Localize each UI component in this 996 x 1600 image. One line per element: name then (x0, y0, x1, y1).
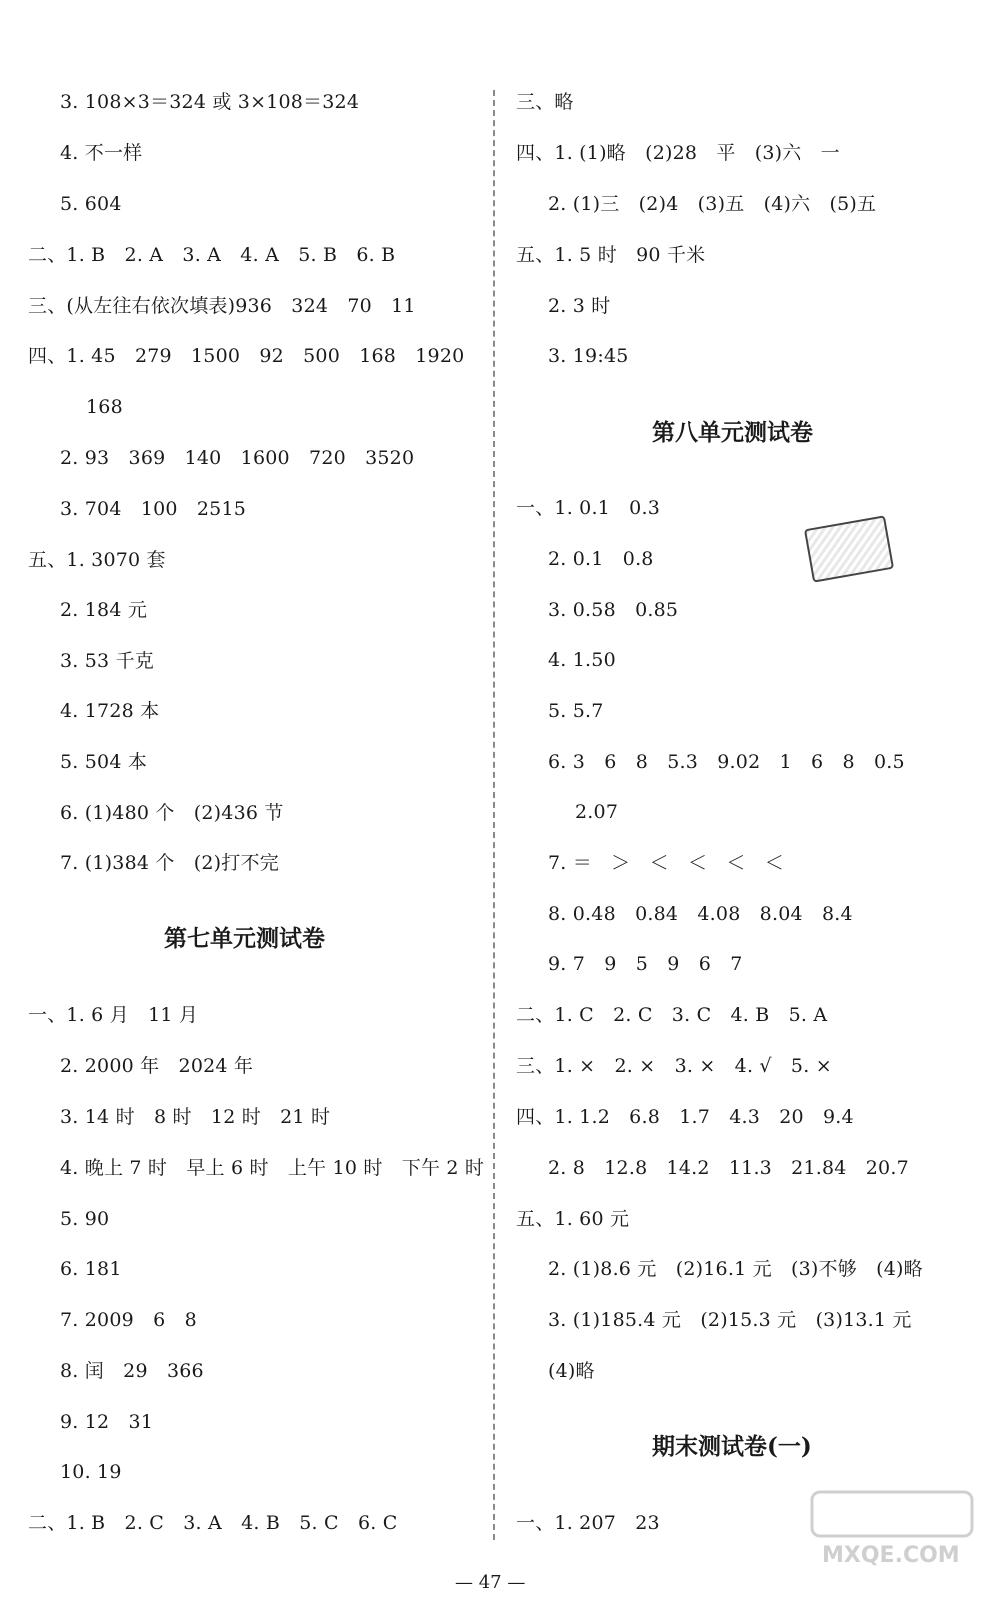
answer-line: 3. 53 千克 (60, 650, 154, 672)
answer-line: 4. 1.50 (548, 649, 616, 671)
answer-line: 一、1. 207 23 (516, 1512, 660, 1534)
answer-line: 2. (1)8.6 元 (2)16.1 元 (3)不够 (4)略 (548, 1258, 923, 1280)
answer-line: 6. 181 (60, 1258, 122, 1280)
answer-line: 2.07 (575, 801, 619, 823)
answer-line: 3. 108×3＝324 或 3×108＝324 (60, 91, 360, 113)
answer-line: 7. 2009 6 8 (60, 1309, 197, 1331)
answer-line: 5. 504 本 (60, 751, 148, 773)
answer-line: 五、1. 3070 套 (28, 549, 166, 571)
answer-line: 5. 5.7 (548, 700, 604, 722)
answer-line: 四、1. (1)略 (2)28 平 (3)六 一 (516, 142, 840, 164)
answer-line: (4)略 (548, 1360, 595, 1382)
answer-line: 四、1. 1.2 6.8 1.7 4.3 20 9.4 (516, 1106, 854, 1128)
section-heading: 第八单元测试卷 (652, 419, 813, 446)
answer-line: 一、1. 0.1 0.3 (516, 497, 661, 519)
answer-line: 二、1. C 2. C 3. C 4. B 5. A (516, 1004, 828, 1026)
answer-line: 3. 704 100 2515 (60, 498, 247, 520)
answer-line: 3. 19:45 (548, 345, 629, 367)
answer-line: 8. 0.48 0.84 4.08 8.04 8.4 (548, 903, 853, 925)
answer-line: 2. 3 时 (548, 295, 611, 317)
answer-line: 二、1. B 2. C 3. A 4. B 5. C 6. C (28, 1512, 398, 1534)
answer-line: 2. 0.1 0.8 (548, 548, 654, 570)
column-divider (493, 90, 495, 1540)
answer-line: 2. 93 369 140 1600 720 3520 (60, 447, 415, 469)
answer-line: 三、(从左往右依次填表)936 324 70 11 (28, 295, 416, 317)
answer-line: 6. (1)480 个 (2)436 节 (60, 802, 284, 824)
answer-line: 4. 不一样 (60, 142, 143, 164)
watermark-logo-icon (808, 1488, 978, 1568)
answer-line: 五、1. 5 时 90 千米 (516, 244, 706, 266)
answer-line: 6. 3 6 8 5.3 9.02 1 6 8 0.5 (548, 751, 905, 773)
answer-line: 一、1. 6 月 11 月 (28, 1004, 199, 1026)
answer-line: 5. 90 (60, 1208, 110, 1230)
answer-line: 3. (1)185.4 元 (2)15.3 元 (3)13.1 元 (548, 1309, 912, 1331)
answer-line: 五、1. 60 元 (516, 1208, 630, 1230)
answer-line: 2. 8 12.8 14.2 11.3 21.84 20.7 (548, 1157, 909, 1179)
answer-line: 4. 晚上 7 时 早上 6 时 上午 10 时 下午 2 时 (60, 1157, 485, 1179)
answer-line: 9. 7 9 5 9 6 7 (548, 953, 743, 975)
answer-line: 2. (1)三 (2)4 (3)五 (4)六 (5)五 (548, 193, 877, 215)
right-column (500, 0, 970, 1600)
answer-line: 2. 2000 年 2024 年 (60, 1055, 254, 1077)
page-number: — 47 — (455, 1572, 526, 1593)
answer-line: 三、1. × 2. × 3. × 4. √ 5. × (516, 1055, 832, 1077)
answer-line: 2. 184 元 (60, 599, 148, 621)
answer-line: 10. 19 (60, 1461, 122, 1483)
answer-line: 3. 0.58 0.85 (548, 599, 679, 621)
answer-line: 二、1. B 2. A 3. A 4. A 5. B 6. B (28, 244, 396, 266)
left-column (0, 0, 485, 1600)
answer-line: 四、1. 45 279 1500 92 500 168 1920 (28, 345, 465, 367)
answer-line: 7. (1)384 个 (2)打不完 (60, 852, 279, 874)
answer-line: 9. 12 31 (60, 1411, 154, 1433)
answer-line: 168 (86, 396, 123, 418)
answer-line: 4. 1728 本 (60, 700, 160, 722)
answer-line: 8. 闰 29 366 (60, 1360, 204, 1382)
section-heading: 期末测试卷(一) (652, 1433, 812, 1460)
watermark-text: MXQE.COM (822, 1543, 960, 1568)
section-heading: 第七单元测试卷 (164, 925, 325, 952)
answer-line: 三、略 (516, 91, 574, 113)
answer-line: 7. ＝ ＞ ＜ ＜ ＜ ＜ (548, 852, 784, 874)
answer-line: 3. 14 时 8 时 12 时 21 时 (60, 1106, 331, 1128)
answer-line: 5. 604 (60, 193, 122, 215)
